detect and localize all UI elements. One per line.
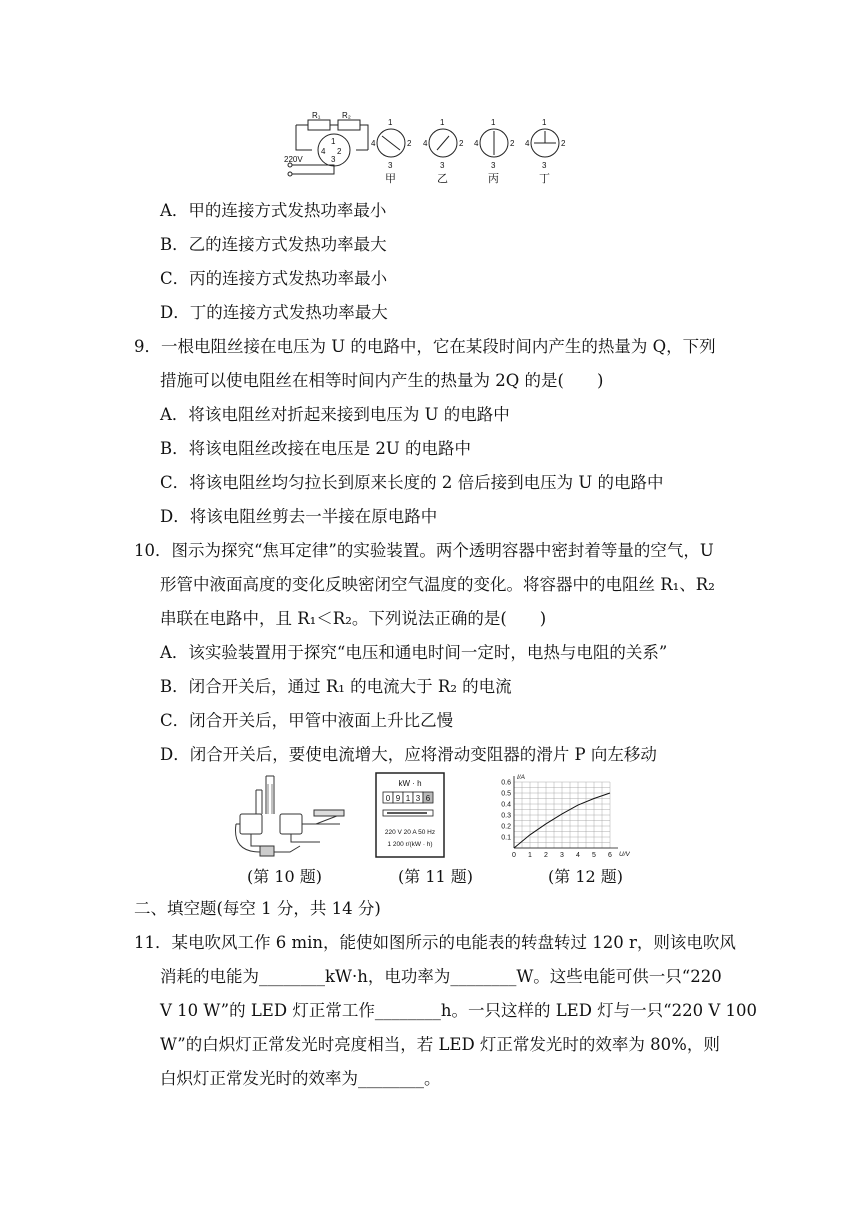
terminal-1: 1 — [542, 118, 547, 127]
q8-option-d: D．丁的连接方式发热功率最大 — [160, 303, 388, 322]
caption-q11: (第 11 题) — [398, 867, 474, 886]
y-tick-label: 0.2 — [501, 823, 511, 831]
q11-line3: V 10 W”的 LED 灯正常工作________h。一只这样的 LED 灯与一只“220 V 100 — [160, 1001, 757, 1020]
q11-line5: 白炽灯正常发光时的效率为________。 — [160, 1069, 441, 1088]
q9-option-a: A．将该电阻丝对折起来接到电压为 U 的电路中 — [160, 405, 510, 424]
meter-digit: 9 — [395, 794, 401, 803]
q11-line2: 消耗的电能为________kW·h，电功率为________W。这些电能可供一只“220 — [160, 967, 722, 986]
r1-label: R₁ — [312, 111, 321, 120]
terminal-4: 4 — [321, 147, 326, 156]
terminal-3: 3 — [542, 161, 547, 170]
q9-option-d: D．将该电阻丝剪去一半接在原电路中 — [160, 507, 438, 526]
terminal-1: 1 — [331, 137, 336, 146]
terminal-3: 3 — [491, 161, 496, 170]
x-tick-label: 0 — [512, 852, 516, 859]
q9-option-c: C．将该电阻丝均匀拉长到原来长度的 2 倍后接到电压为 U 的电路中 — [160, 473, 664, 492]
terminal-4: 4 — [423, 139, 428, 148]
q12-iu-chart — [490, 772, 630, 860]
q9-stem-line1: 9．一根电阻丝接在电压为 U 的电路中，它在某段时间内产生的热量为 Q，下列 — [134, 337, 716, 356]
meter-unit: kW · h — [398, 779, 422, 788]
meter-digit: 6 — [425, 794, 431, 803]
terminal-1: 1 — [388, 118, 393, 127]
r2-label: R₂ — [342, 111, 351, 120]
x-tick-label: 4 — [576, 852, 580, 859]
terminal-2: 2 — [407, 139, 412, 148]
terminal-4: 4 — [525, 139, 530, 148]
meter-spec2: 1 200 r/(kW · h) — [387, 841, 433, 848]
meter-digit: 1 — [405, 794, 411, 803]
terminal-2: 2 — [459, 139, 464, 148]
x-tick-label: 6 — [608, 852, 612, 859]
terminal-3: 3 — [388, 161, 393, 170]
terminal-2: 2 — [337, 147, 342, 156]
terminal-2: 2 — [510, 139, 515, 148]
terminal-3: 3 — [440, 161, 445, 170]
caption-q10: (第 10 题) — [247, 867, 323, 886]
q8-option-c: C．丙的连接方式发热功率最小 — [160, 269, 388, 288]
x-axis-label: U/V — [619, 851, 630, 858]
x-tick-label: 2 — [544, 852, 548, 859]
x-tick-label: 5 — [592, 852, 596, 859]
caption-jia: 甲 — [385, 173, 396, 185]
q10-option-b: B．闭合开关后，通过 R₁ 的电流大于 R₂ 的电流 — [160, 677, 512, 696]
terminal-4: 4 — [371, 139, 376, 148]
joule-law-apparatus — [230, 772, 350, 862]
section2-heading: 二、填空题(每空 1 分，共 14 分) — [134, 899, 381, 918]
q8-option-b: B．乙的连接方式发热功率最大 — [160, 235, 387, 254]
voltage-label: 220V — [284, 155, 303, 164]
q10-stem-line1: 10．图示为探究“焦耳定律”的实验装置。两个透明容器中密封着等量的空气，U — [134, 541, 714, 560]
caption-ding: 丁 — [539, 173, 550, 185]
q11-line1: 11．某电吹风工作 6 min，能使如图所示的电能表的转盘转过 120 r，则该电吹风 — [134, 933, 736, 952]
y-axis-label: I/A — [517, 774, 525, 781]
terminal-1: 1 — [491, 118, 496, 127]
q10-option-c: C．闭合开关后，甲管中液面上升比乙慢 — [160, 711, 454, 730]
figure-row — [230, 772, 650, 862]
q10-stem-line3: 串联在电路中，且 R₁＜R₂。下列说法正确的是( ) — [160, 609, 547, 628]
caption-bing: 丙 — [488, 173, 499, 185]
terminal-2: 2 — [561, 139, 566, 148]
q9-option-b: B．将该电阻丝改接在电压是 2U 的电路中 — [160, 439, 472, 458]
y-tick-label: 0.6 — [501, 779, 511, 787]
electricity-meter — [375, 772, 445, 858]
meter-spec1: 220 V 20 A 50 Hz — [384, 829, 436, 836]
q10-stem-line2: 形管中液面高度的变化反映密闭空气温度的变化。将容器中的电阻丝 R₁、R₂ — [160, 575, 715, 594]
terminal-4: 4 — [474, 139, 479, 148]
terminal-3: 3 — [331, 155, 336, 164]
q10-option-a: A．该实验装置用于探究“电压和通电时间一定时，电热与电阻的关系” — [160, 643, 668, 662]
q8-option-a: A．甲的连接方式发热功率最小 — [160, 201, 387, 220]
y-tick-label: 0.5 — [501, 790, 511, 798]
q9-stem-line2: 措施可以使电阻丝在相等时间内产生的热量为 2Q 的是( ) — [160, 371, 604, 390]
q10-option-d: D．闭合开关后，要使电流增大，应将滑动变阻器的滑片 P 向左移动 — [160, 745, 657, 764]
meter-digit: 3 — [415, 794, 421, 803]
meter-digit: 0 — [385, 794, 391, 803]
terminal-1: 1 — [440, 118, 445, 127]
y-tick-label: 0.1 — [501, 834, 511, 842]
caption-yi: 乙 — [437, 173, 448, 185]
caption-q12: (第 12 题) — [548, 867, 624, 886]
y-tick-label: 0.4 — [501, 801, 511, 809]
y-tick-label: 0.3 — [501, 812, 511, 820]
x-tick-label: 3 — [560, 852, 564, 859]
q8-switch-figure — [282, 110, 582, 188]
q11-line4: W”的白炽灯正常发光时亮度相当，若 LED 灯正常发光时的效率为 80%，则 — [160, 1035, 720, 1054]
x-tick-label: 1 — [528, 852, 532, 859]
